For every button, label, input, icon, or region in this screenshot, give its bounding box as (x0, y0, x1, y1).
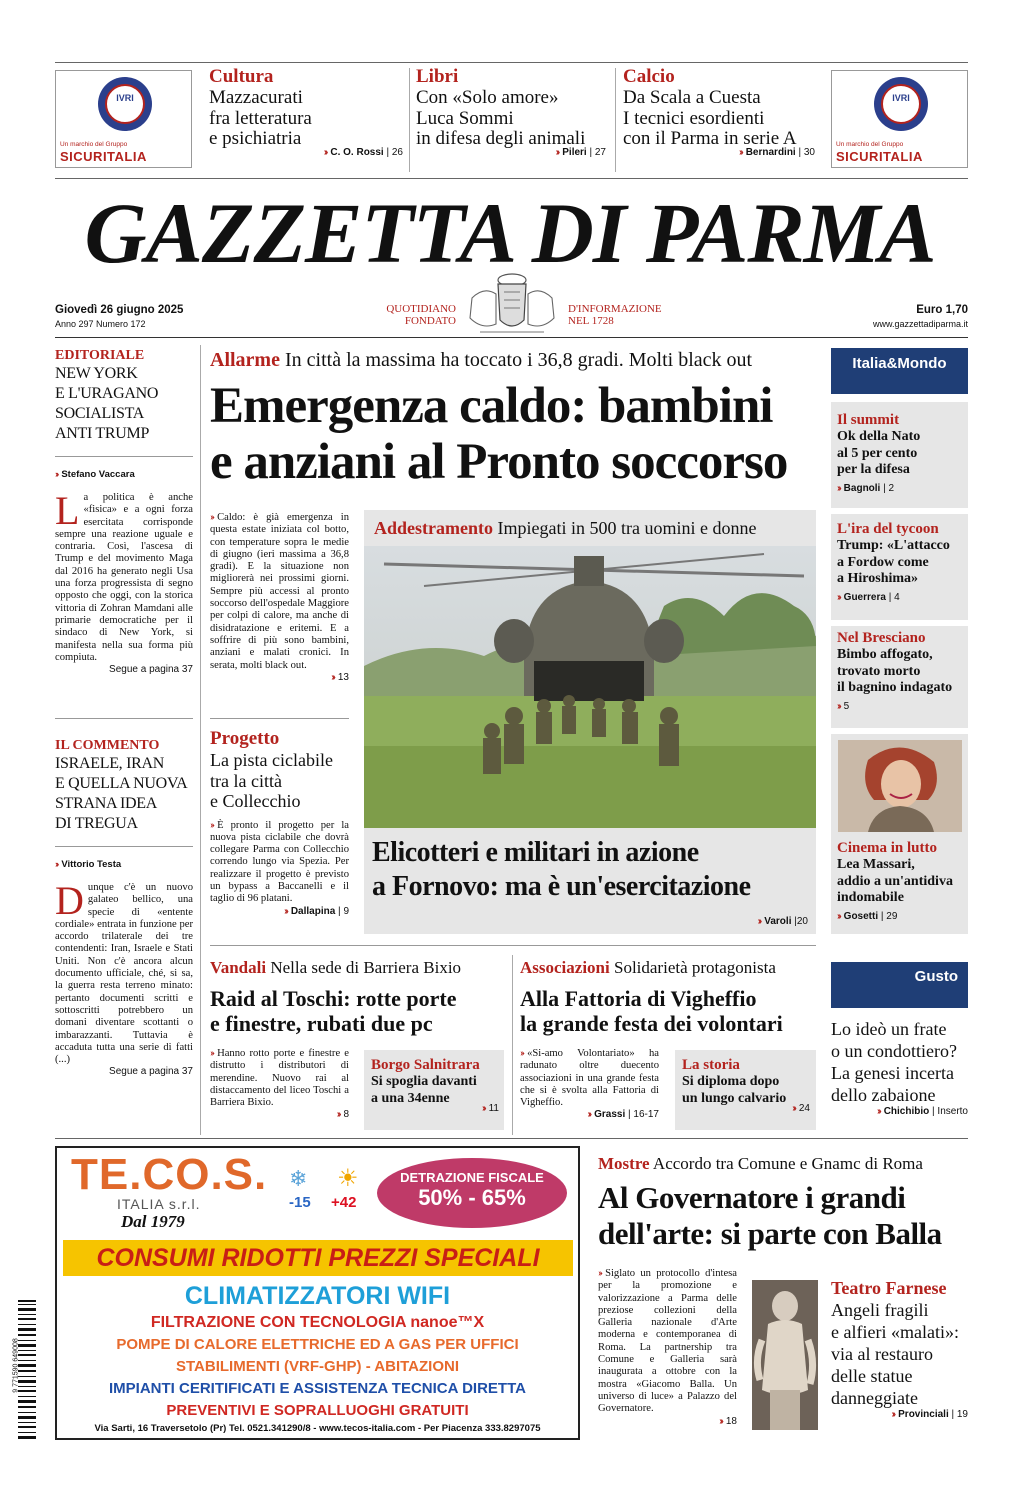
ad-brand-sub: ITALIA s.r.l. (117, 1196, 201, 1212)
main-story[interactable] (210, 348, 816, 490)
main-subtitle: In città la massima ha toccato i 36,8 gradi. Molti black out (284, 349, 753, 371)
editoriale[interactable] (55, 348, 193, 675)
ivri-emblem-icon: IVRI (98, 77, 152, 131)
teaser-calcio[interactable]: Calcio Da Scala a Cuesta I tecnici esordienti con il Parma in serie A ›› Bernardini | 30 (623, 66, 815, 158)
masthead-title: GAZZETTA DI PARMA (84, 185, 936, 281)
statue-photo (752, 1280, 818, 1430)
logo-tagline: Un marchio del Gruppo (60, 141, 128, 148)
progetto-body: ›› È pronto il progetto per la nuova pista ciclabile che dovrà collegare Parma con Collecchio correndo lungo via Spezia. Per realizzare il progetto è previsto un bypass a Baccanelli e il taglio di 96 platani. (210, 819, 349, 905)
main-kicker: Allarme (210, 349, 280, 371)
sun-icon: ☀ (337, 1166, 359, 1192)
vandali[interactable]: Vandali Nella sede di Barriera Bixio Raid al Toschi: rotte porte e finestre, rubati due pc (210, 958, 506, 1036)
ad-line-6: PREVENTIVI E SOPRALLUOGHI GRATUITI (166, 1402, 469, 1419)
ad-banner: CONSUMI RIDOTTI PREZZI SPECIALI (63, 1240, 573, 1276)
editoriale-continue[interactable]: Segue a pagina 37 (109, 664, 193, 676)
logo-brand: SICURITALIA (60, 149, 147, 164)
price: Euro 1,70 (916, 304, 968, 316)
ad-line-1: CLIMATIZZATORI WIFI (184, 1282, 451, 1310)
ad-since: Dal 1979 (121, 1212, 185, 1231)
ad-line-3: POMPE DI CALORE ELETTRICHE ED A GAS PER UFFICI (116, 1336, 519, 1353)
sponsor-logo-right[interactable] (831, 70, 968, 168)
snowflake-icon: ❄ (289, 1166, 308, 1191)
editoriale-kicker: EDITORIALE (55, 348, 145, 363)
ad-footer: Via Sarti, 16 Traversetolo (Pr) Tel. 0521.341290/8 - www.tecos-italia.com - Per Piacenza 333.8297075 (94, 1423, 541, 1434)
associazioni-body: ›› «Si-amo Volontariato» ha radunato oltre duecento associazioni in una grande festa che si è svolta alla Fattoria di Vigheffio. ›› Grassi | 16-17 (520, 1048, 659, 1121)
ad-line-2: FILTRAZIONE CON TECNOLOGIA nanoe™X (150, 1314, 485, 1331)
teaser-cultura[interactable]: Cultura Mazzacurati fra letteratura e psichiatria ›› C. O. Rossi | 26 (209, 66, 403, 158)
tax-badge: DETRAZIONE FISCALE 50% - 65% (377, 1158, 567, 1228)
editoriale-author: ›› Stefano Vaccara (55, 469, 135, 480)
ad-line-5: IMPIANTI CERITIFICATI E ASSISTENZA TECNICA DIRETTA (109, 1380, 526, 1397)
photo-kicker: Addestramento (374, 518, 493, 538)
commento-title: ISRAELE, IRAN E QUELLA NUOVA STRANA IDEA DI TREGUA (55, 755, 188, 832)
logo-tagline: Un marchio del Gruppo (836, 141, 904, 148)
vandali-headline: Raid al Toschi: rotte porte e finestre, rubati due pc (210, 986, 457, 1036)
gusto-teaser[interactable]: Lo ideò un frate o un condottiero? La genesi incerta dello zabaione ›› Chichibio | Inserto (831, 1019, 968, 1117)
progetto-title: La pista ciclabile tra la città e Collecchio (210, 750, 333, 811)
main-headline: Emergenza caldo: bambini e anziani al Pronto soccorso (210, 378, 788, 490)
commento-kicker: IL COMMENTO (55, 738, 160, 753)
tecos-advertisement[interactable] (55, 1146, 580, 1440)
mostre-body: ›› Siglato un protocollo d'intesa per la promozione e valorizzazione a Parma delle preziose collezioni della Galleria nazionale d'Arte moderna e contemporanea di Roma. La partnership tra Comune e Galleria sarà inaugurata a ottobre con la mostra «Giacomo Balla. Un universo di luce» a Palazzo del Governatore. ›› 18 (598, 1268, 737, 1427)
commento-body: Dunque c'è un nuovo galateo bellico, una specie di «entente cordiale» entrata in funzione per accordo trilaterale dei tre contendenti: Iran, Israele e Stati Uniti. Non c'è ancora alcun documento ufficiale, ché, si sa, la guerra resta terreno minato: pertanto documenti scritti e sottoscritti potrebbero un domani diventare scottanti o imbarazzanti. Tuttavia è accaduta tutta una serie di fatti (...) (55, 878, 193, 1066)
ivri-emblem-icon: IVRI (874, 77, 928, 131)
actress-portrait (838, 740, 962, 832)
gusto-header[interactable]: Gusto (831, 962, 968, 1008)
main-body: ›› Caldo: è già emergenza in questa estate iniziata col botto, con temperature sopra le medie di giugno (ieri massima a 36,8 gradi). E la situazione non migliorerà nei prossimi giorni. Sempre più accessi al pronto soccorso dell'ospedale Maggiore per colpi di calore, ma anche di disidratazione e eritemi. E a soffrire di più sono bambini, anziani e malati cronici. In serata, molti black out. ›› 13 (210, 512, 349, 683)
progetto-kicker: Progetto (210, 728, 280, 749)
edition-issue: Anno 297 Numero 172 (55, 319, 146, 329)
ad-temp-high: +42 (331, 1194, 357, 1211)
commento-author: ›› Vittorio Testa (55, 859, 122, 870)
logo-brand: SICURITALIA (836, 149, 923, 164)
mostre[interactable]: Mostre Accordo tra Comune e Gnamc di Roma Al Governatore i grandi dell'arte: si parte con Balla (598, 1154, 968, 1252)
commento[interactable] (55, 738, 193, 1077)
teatro-farnese[interactable]: Teatro Farnese Angeli fragili e alfieri «malati»: via al restauro delle statue danneggiate ›› Provinciali | 19 (831, 1278, 968, 1420)
ad-brand: TE.CO.S. (71, 1150, 268, 1199)
photo-subtitle: Impiegati in 500 tra uomini e donne (497, 518, 757, 538)
editoriale-body: La politica è anche «fisica» e a ogni forza esercitata corrisponde sempre una reazione uguale e contraria. Così, l'ascesa di Trump e del movimento Maga dal 2016 ha generato negli Usa una forza progressista di segno opposto che oggi, con la storica vittoria di Zohran Mamdani alle primarie democratiche per il sindaco di New York, si manifesta nella sua forma più compiuta. (55, 488, 193, 663)
associazioni[interactable]: Associazioni Solidarietà protagonista Alla Fattoria di Vigheffio la grande festa dei volontari (520, 958, 816, 1036)
helicopter-photo[interactable] (364, 546, 816, 828)
mostre-headline: Al Governatore i grandi dell'arte: si parte con Balla (598, 1180, 942, 1251)
progetto[interactable]: Progetto La pista ciclabile tra la città e Collecchio ›› È pronto il progetto per la nuova pista ciclabile che dovrà collegare Parma con Collecchio correndo lungo via Spezia. Per realizzare il progetto è previsto un bypass a Baccanelli e il taglio di 96 platani. ›› Dallapina | 9 (210, 728, 349, 917)
editoriale-title: NEW YORK E L'URAGANO SOCIALISTA ANTI TRUMP (55, 365, 159, 442)
photo-ref: ›› Varoli |20 (757, 916, 808, 927)
sidebar-header[interactable]: Italia&Mondo (831, 348, 968, 394)
ad-temp-low: -15 (289, 1194, 311, 1211)
barcode: 9 771590 649008 (8, 1300, 36, 1440)
coat-of-arms-icon (460, 268, 564, 340)
commento-continue[interactable]: Segue a pagina 37 (109, 1066, 193, 1078)
motto-left: QUOTIDIANO FONDATO (386, 303, 456, 327)
photo-headline: Elicotteri e militari in azione a Fornovo: ma è un'esercitazione (372, 837, 751, 902)
vandali-body: ›› Hanno rotto porte e finestre e distrutto i distributori di merendine. Nuovo rai al distaccamento del liceo Toschi a Barriera Bixio. ›› 8 (210, 1048, 349, 1121)
ad-line-4: STABILIMENTI (VRF-GHP) - ABITAZIONI (175, 1358, 460, 1375)
sponsor-logo-left[interactable] (55, 70, 192, 168)
website-link[interactable]: www.gazzettadiparma.it (872, 319, 968, 329)
associazioni-headline: Alla Fattoria di Vigheffio la grande festa dei volontari (520, 986, 783, 1036)
teaser-libri[interactable]: Libri Con «Solo amore» Luca Sommi in difesa degli animali ›› Pileri | 27 (416, 66, 606, 158)
motto-right: D'INFORMAZIONE NEL 1728 (568, 303, 662, 327)
edition-date: Giovedì 26 giugno 2025 (55, 304, 184, 316)
